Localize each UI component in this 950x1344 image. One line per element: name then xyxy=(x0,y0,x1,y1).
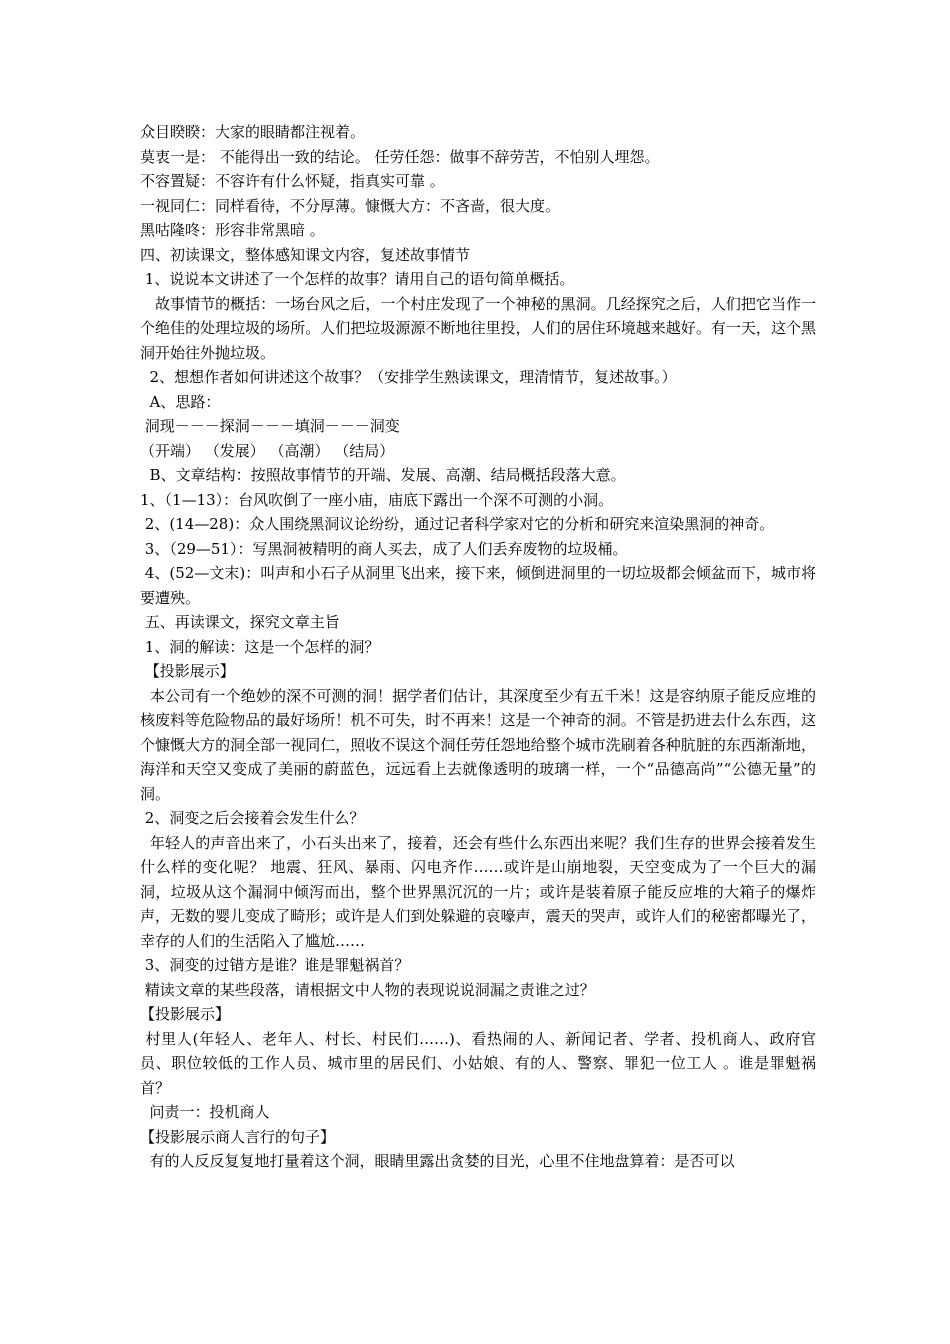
text-line: 莫衷一是： 不能得出一致的结论。 任劳任怨：做事不辞劳苦，不怕别人埋怨。 xyxy=(140,147,660,166)
text-line: 洞现－－－探洞－－－填洞－－－洞变 xyxy=(140,417,400,435)
paragraph: 4、(52—文末)：叫声和小石子从洞里飞出来，接下来，倾倒进洞里的一切垃圾都会倾盆而下，城市将要遭殃。 xyxy=(140,564,816,607)
document-page xyxy=(140,120,816,1174)
paragraph: 村里人(年轻人、老年人、村长、村民们……)、看热闹的人、新闻记者、学者、投机商人、政府官员、职位较低的工作人员、城市里的居民们、小姑娘、有的人、警察、罪犯一位工人 。谁是罪魁祸首？ xyxy=(140,1029,816,1097)
text-line: 黑咕隆咚：形容非常黑暗 。 xyxy=(140,221,325,239)
text-line: 不容置疑：不容许有什么怀疑，指真实可靠 。 xyxy=(140,172,445,190)
question: 1、说说本文讲述了一个怎样的故事？请用自己的语句简单概括。 xyxy=(140,270,575,288)
text-line: 【投影展示】 xyxy=(140,1005,231,1023)
text-line: （开端） （发展） （高潮） （结局） xyxy=(140,441,395,460)
question: 3、洞变的过错方是谁？谁是罪魁祸首？ xyxy=(140,956,410,974)
text-line: 1、（1—13）：台风吹倒了一座小庙，庙底下露出一个深不可测的小洞。 xyxy=(140,490,614,509)
section-heading: 五、再读课文，探究文章主旨 xyxy=(140,613,340,631)
text-line: B、文章结构：按照故事情节的开端、发展、高潮、结局概括段落大意。 xyxy=(140,466,626,484)
paragraph: 年轻人的声音出来了，小石头出来了，接着，还会有些什么东西出来呢？我们生存的世界会接着发生什么样的变化呢？ 地震、狂风、暴雨、闪电齐作……或许是山崩地裂，天空变成为了一个巨大的漏洞，垃圾从这个漏洞中倾泻而出，整个世界黑沉沉的一片；或许是装着原子能反应堆的大箱子的爆炸声，无数的婴儿变成了畸形；或许是人们到处躲避的哀嚎声，震天的哭声，或许人们的秘密都曝光了，幸存的人们的生活陷入了尴尬…… xyxy=(140,833,816,950)
text-line: 一视同仁：同样看待，不分厚薄。慷慨大方：不吝啬，很大度。 xyxy=(140,196,561,215)
text-line: 【投影展示】 xyxy=(140,662,235,680)
paragraph: 本公司有一个绝妙的深不可测的洞！据学者们估计，其深度至少有五千米！这是容纳原子能反应堆的核废料等危险物品的最好场所！机不可失，时不再来！这是一个神奇的洞。不管是扔进去什么东西，这个慷慨大方的洞全部一视同仁，照收不误这个洞任劳任怨地给整个城市洗刷着各种肮脏的东西渐渐地，海洋和天空又变成了美丽的蔚蓝色，远远看上去就像透明的玻璃一样，一个“品德高尚”“公德无量”的洞。 xyxy=(140,686,816,803)
text-line: A、思路： xyxy=(140,392,221,411)
paragraph: 故事情节的概括：一场台风之后，一个村庄发现了一个神秘的黑洞。几经探究之后，人们把它当作一个绝佳的处理垃圾的场所。人们把垃圾源源不断地往里投，人们的居住环境越来越好。有一天，这个黑洞开始往外抛垃圾。 xyxy=(140,294,816,362)
text-line: 【投影展示商人言行的句子】 xyxy=(140,1127,336,1146)
paragraph: 2、(14—28)：众人围绕黑洞议论纷纷，通过记者科学家对它的分析和研究来渲染黑洞的神奇。 xyxy=(140,515,775,533)
text-line: 问责一：投机商人 xyxy=(140,1103,270,1121)
paragraph: 有的人反反复复地打量着这个洞，眼睛里露出贪婪的目光，心里不住地盘算着：是否可以 xyxy=(140,1152,735,1170)
text-line: 3、（29—51）：写黑洞被精明的商人买去，成了人们丢弃废物的垃圾桶。 xyxy=(140,539,628,558)
question: 2、想想作者如何讲述这个故事？（安排学生熟读课文，理清情节，复述故事。） xyxy=(140,368,677,386)
question: 2、洞变之后会接着会发生什么？ xyxy=(140,809,365,827)
text-line: 众目睽睽：大家的眼睛都注视着。 xyxy=(140,123,366,141)
text-line: 精读文章的某些段落，请根据文中人物的表现说说洞漏之责谁之过？ xyxy=(140,980,595,999)
section-heading: 四、初读课文，整体感知课文内容，复述故事情节 xyxy=(140,245,471,264)
question: 1、洞的解读：这是一个怎样的洞？ xyxy=(140,637,380,656)
